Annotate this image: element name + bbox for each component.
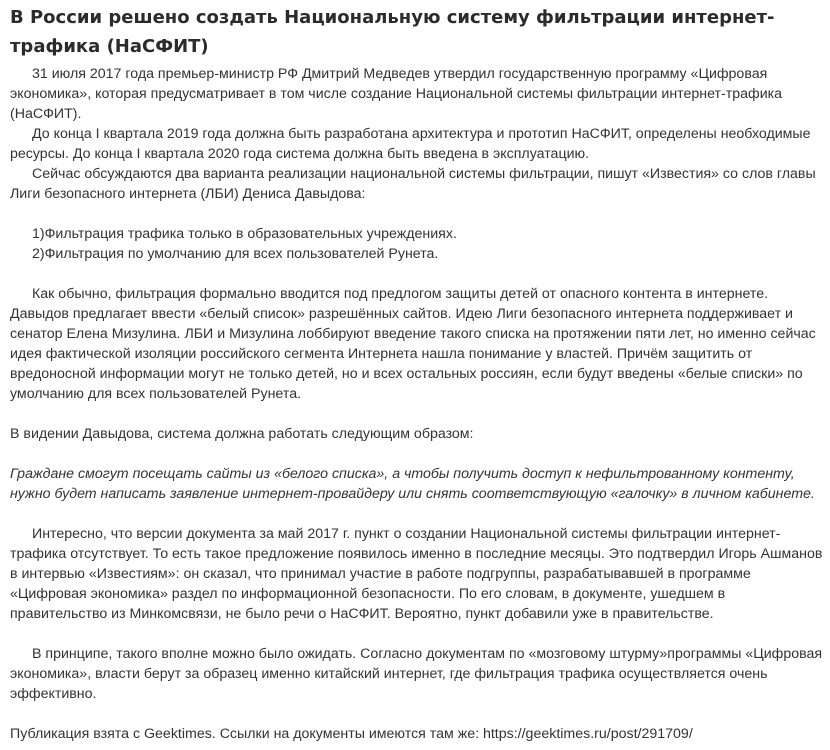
paragraph-deadlines: До конца I квартала 2019 года должна быть разработана архитектура и прототип НаСФИТ, определены необходимые ресурсы. До конца I квартала 2020 года система должна быть введена в эксплуатацию. (10, 126, 811, 162)
paragraph-source: Публикация взята с Geektimes. Ссылки на документы имеются там же: https://geektimes.ru/post/291709/ (10, 726, 693, 742)
spacer (10, 504, 824, 524)
paragraph-china-model: В принципе, такого вполне можно было ожидать. Согласно документам по «мозговому штурму»программы «Цифровая экономика», власти берут за образец именно китайский интернет, где фильтрация трафика осуществляется очень эффективно. (10, 646, 823, 702)
article (10, 3, 824, 744)
spacer (10, 704, 824, 724)
spacer (10, 204, 824, 224)
quote-block: Граждане смогут посещать сайты из «белого списка», а чтобы получить доступ к нефильтрованному контенту, нужно будет написать заявление интернет-провайдеру или снять соответствующую «галочку» в личном кабинете. (10, 466, 815, 502)
spacer (10, 624, 824, 644)
paragraph-variants: Сейчас обсуждаются два варианта реализации национальной системы фильтрации, пишут «Известия» со слов главы Лиги безопасного интернета (ЛБИ) Дениса Давыдова: (10, 166, 816, 202)
spacer (10, 404, 824, 424)
list-item-2: 2)Фильтрация по умолчанию для всех пользователей Рунета. (32, 246, 439, 262)
spacer (10, 444, 824, 464)
paragraph-intro: 31 июля 2017 года премьер-министр РФ Дмитрий Медведев утвердил государственную программу «Цифровая экономика», которая предусматривает в том числе создание Национальной системы фильтрации интернет-трафика (НаСФИТ). (10, 66, 783, 122)
article-title: В России решено создать Национальную систему фильтрации интернет-трафика (НаСФИТ) (10, 7, 775, 57)
spacer (10, 264, 824, 284)
list-item-1: 1)Фильтрация трафика только в образовательных учреждениях. (32, 226, 457, 242)
paragraph-davydov-vision: В видении Давыдова, система должна работать следующим образом: (10, 426, 474, 442)
paragraph-ashmanov: Интересно, что версии документа за май 2017 г. пункт о создании Национальной системы фильтрации интернет-трафика отсутствует. То есть такое предложение появилось именно в последние месяцы. Это подтвердил Игорь Ашманов в интервью «Известиям»: он сказал, что принимал участие в работе подгруппы, разрабатывавшей в программе «Цифровая экономика» раздел по информационной безопасности. По его словам, в документе, ушедшем в правительство из Минкомсвязи, не было речи о НаСФИТ. Вероятно, пункт добавили уже в правительстве. (10, 526, 823, 622)
paragraph-whitelist: Как обычно, фильтрация формально вводится под предлогом защиты детей от опасного контента в интернете. Давыдов предлагает ввести «белый список» разрешённых сайтов. Идею Лиги безопасного интернета поддерживает и сенатор Елена Мизулина. ЛБИ и Мизулина лоббируют введение такого списка на протяжении пяти лет, но именно сейчас идея фактической изоляции российского сегмента Интернета нашла понимание у властей. Причём защитить от вредоносной информации могут не только детей, но и всех остальных россиян, если будут введены «белые списки» по умолчанию для всех пользователей Рунета. (10, 286, 816, 402)
